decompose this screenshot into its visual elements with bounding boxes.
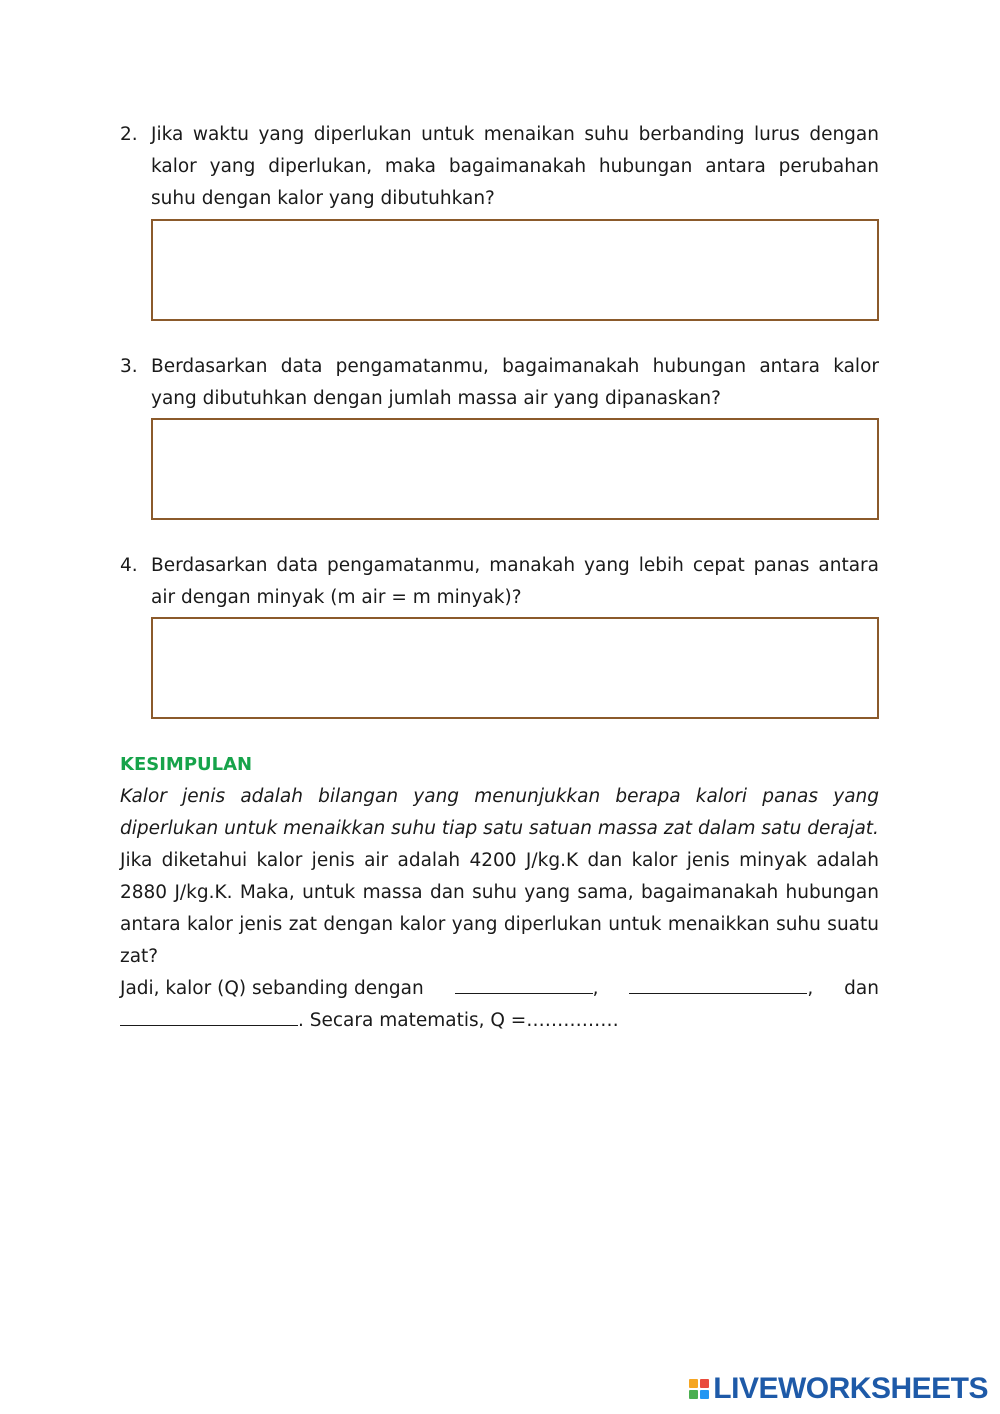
conclusion-section xyxy=(120,749,879,1037)
definition-text: Kalor jenis adalah bilangan yang menunjukkan berapa kalori panas yang diperlukan untuk menaikkan suhu tiap satu satuan massa zat dalam satu derajat. xyxy=(120,786,879,839)
logo-text: LIVEWORKSHEETS xyxy=(713,1372,988,1405)
question-2 xyxy=(120,119,879,215)
question-4 xyxy=(120,550,879,614)
conclusion-title: KESIMPULAN xyxy=(120,754,253,775)
formula-text: . Secara matematis, Q =…………… xyxy=(298,1010,619,1031)
answer-sentence xyxy=(120,973,879,1005)
question-text: Berdasarkan data pengamatanmu, bagaimanakah hubungan antara kalor yang dibutuhkan dengan jumlah massa air yang dipanaskan? xyxy=(151,356,879,409)
comma-1: , xyxy=(592,978,599,999)
question-number: 3. xyxy=(120,356,138,377)
formula-row xyxy=(120,1005,879,1037)
question-text: Jika waktu yang diperlukan untuk menaikan suhu berbanding lurus dengan kalor yang diperlukan, maka bagaimanakah hubungan antara perubahan suhu dengan kalor yang dibutuhkan? xyxy=(151,124,879,209)
blank-group-1 xyxy=(455,973,599,1005)
answer-box-3[interactable] xyxy=(151,418,879,520)
logo-blocks-icon xyxy=(689,1379,709,1399)
conclusion-question: Jika diketahui kalor jenis air adalah 4200 J/kg.K dan kalor jenis minyak adalah 2880 J/kg.K. Maka, untuk massa dan suhu yang sama, bagaimanakah hubungan antara kalor jenis zat dengan kalor yang diperlukan untuk menaikkan suhu suatu zat? xyxy=(120,850,879,967)
answer-start-text: Jadi, kalor (Q) sebanding dengan xyxy=(120,978,424,999)
liveworksheets-logo xyxy=(689,1372,988,1406)
comma-2: , xyxy=(807,978,814,999)
blank-2[interactable] xyxy=(629,973,807,994)
question-3 xyxy=(120,351,879,415)
answer-box-2[interactable] xyxy=(151,219,879,321)
blank-group-2 xyxy=(629,973,813,1005)
answer-box-4[interactable] xyxy=(151,617,879,719)
question-number: 2. xyxy=(120,124,138,145)
question-text: Berdasarkan data pengamatanmu, manakah yang lebih cepat panas antara air dengan minyak (m air = m minyak)? xyxy=(151,555,879,608)
and-word: dan xyxy=(844,978,879,999)
blank-1[interactable] xyxy=(455,973,593,994)
question-number: 4. xyxy=(120,555,138,576)
blank-3[interactable] xyxy=(120,1005,298,1026)
